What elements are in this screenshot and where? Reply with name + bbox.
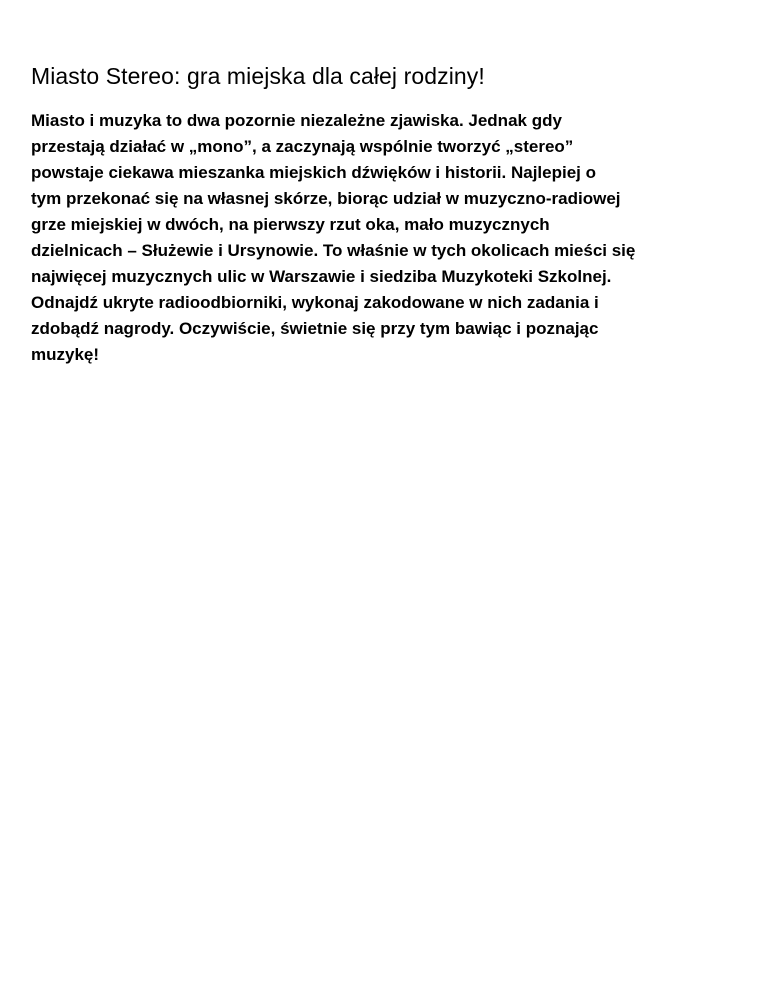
paragraph-line: Miasto i muzyka to dwa pozornie niezależne zjawiska. Jednak gdy: [31, 111, 562, 130]
paragraph-line: przestają działać w „mono”, a zaczynają wspólnie tworzyć „stereo”: [31, 137, 574, 156]
paragraph-line: dzielnicach – Służewie i Ursynowie. To właśnie w tych okolicach mieści się: [31, 241, 636, 260]
paragraph-line: tym przekonać się na własnej skórze, biorąc udział w muzyczno-radiowej: [31, 189, 621, 208]
paragraph-line: powstaje ciekawa mieszanka miejskich dźwięków i historii. Najlepiej o: [31, 163, 596, 182]
paragraph-line: muzykę!: [31, 345, 100, 364]
paragraph-line: grze miejskiej w dwóch, na pierwszy rzut oka, mało muzycznych: [31, 215, 550, 234]
document-title: Miasto Stereo: gra miejska dla całej rodziny!: [31, 63, 485, 89]
paragraph-line: Odnajdź ukryte radioodbiorniki, wykonaj zakodowane w nich zadania i: [31, 293, 599, 312]
document-paragraph: [31, 108, 635, 368]
paragraph-line: najwięcej muzycznych ulic w Warszawie i siedziba Muzykoteki Szkolnej.: [31, 267, 612, 286]
paragraph-line: zdobądź nagrody. Oczywiście, świetnie się przy tym bawiąc i poznając: [31, 319, 599, 338]
